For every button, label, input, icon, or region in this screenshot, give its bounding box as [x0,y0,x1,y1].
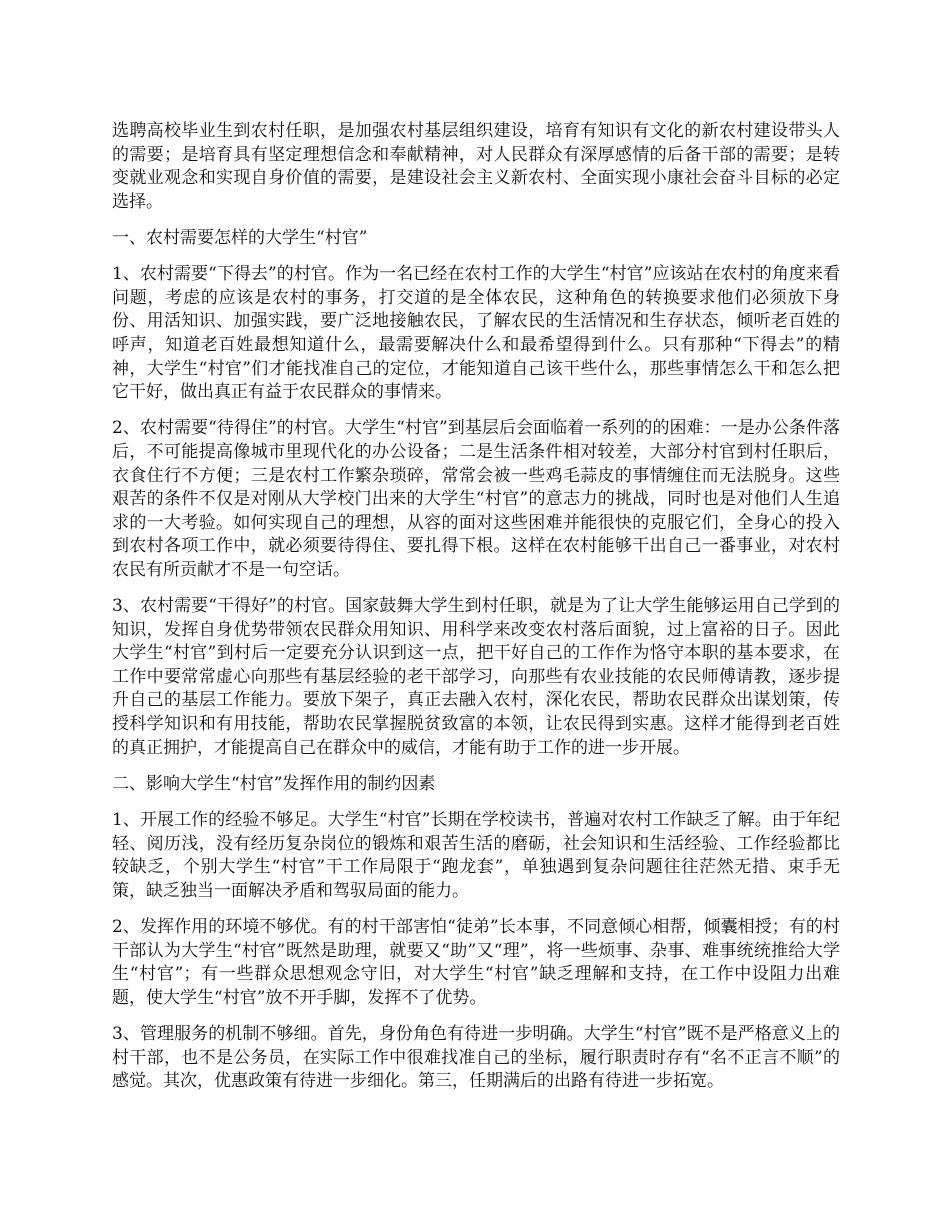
section-heading-1: 一、农村需要怎样的大学生“村官” [112,227,368,248]
document-body [112,120,840,1106]
paragraph-2-1: 1、开展工作的经验不够足。大学生“村官”长期在学校读书，普遍对农村工作缺乏了解。由于年纪轻、阅历浅，没有经历复杂岗位的锻炼和艰苦生活的磨砺，社会知识和生活经验、工作经验都比较缺乏，个别大学生“村官”干工作局限于“跑龙套”，单独遇到复杂问题往往茫然无措、束手无策，缺乏独当一面解决矛盾和驾驭局面的能力。 [112,810,840,901]
paragraph-2-2: 2、发挥作用的环境不够优。有的村干部害怕“徒弟”长本事，不同意倾心相帮，倾囊相授；有的村干部认为大学生“村官”既然是助理，就要又“助”又“理”，将一些烦事、杂事、难事统统推给大学生“村官”；有一些群众思想观念守旧，对大学生“村官”缺乏理解和支持，在工作中设阻力出难题，使大学生“村官”放不开手脚，发挥不了优势。 [112,916,840,1008]
paragraph-1-2: 2、农村需要“待得住”的村官。大学生“村官”到基层后会面临着一系列的的困难：一是办公条件落后，不可能提高像城市里现代化的办公设备；二是生活条件相对较差，大部分村官到村任职后，衣食住行不方便；三是农村工作繁杂琐碎，常常会被一些鸡毛蒜皮的事情缠住而无法脱身。这些艰苦的条件不仅是对刚从大学校门出来的大学生“村官”的意志力的挑战，同时也是对他们人生追求的一大考验。如何实现自己的理想，从容的面对这些困难并能很快的克服它们，全身心的投入到农村各项工作中，就必须要待得住、要扎得下根。这样在农村能够干出自己一番事业，对农村农民有所贡献才不是一句空话。 [112,418,840,580]
paragraph-2-3: 3、管理服务的机制不够细。首先，身份角色有待进一步明确。大学生“村官”既不是严格意义上的村干部，也不是公务员，在实际工作中很难找准自己的坐标，履行职责时存有“名不正言不顺”的感觉。其次，优惠政策有待进一步细化。第三，任期满后的出路有待进一步拓宽。 [112,1023,840,1092]
intro-paragraph: 选聘高校毕业生到农村任职，是加强农村基层组织建设，培育有知识有文化的新农村建设带头人的需要；是培育具有坚定理想信念和奉献精神，对人民群众有深厚感情的后备干部的需要；是转变就业观念和实现自身价值的需要，是建设社会主义新农村、全面实现小康社会奋斗目标的必定选择。 [112,121,840,212]
paragraph-1-1: 1、农村需要“下得去”的村官。作为一名已经在农村工作的大学生“村官”应该站在农村的角度来看问题，考虑的应该是农村的事务，打交道的是全体农民，这种角色的转换要求他们必须放下身份、用活知识、加强实践，要广泛地接触农民，了解农民的生活情况和生存状态，倾听老百姓的呼声，知道老百姓最想知道什么，最需要解决什么和最希望得到什么。只有那种“下得去”的精神，大学生“村官”们才能找准自己的定位，才能知道自己该干些什么，那些事情怎么干和怎么把它干好，做出真正有益于农民群众的事情来。 [112,264,840,403]
paragraph-1-3: 3、农村需要“干得好”的村官。国家鼓舞大学生到村任职，就是为了让大学生能够运用自己学到的知识，发挥自身优势带领农民群众用知识、用科学来改变农村落后面貌，过上富裕的日子。因此大学生“村官”到村后一定要充分认识到这一点，把干好自己的工作作为恪守本职的基本要求，在工作中要常常虚心向那些有基层经验的老干部学习，向那些有农业技能的农民师傅请教，逐步提升自己的基层工作能力。要放下架子，真正去融入农村，深化农民，帮助农民群众出谋划策，传授科学知识和有用技能，帮助农民掌握脱贫致富的本领，让农民得到实惠。这样才能得到老百姓的真正拥护，才能提高自己在群众中的威信，才能有助于工作的进一步开展。 [112,596,840,758]
section-heading-2: 二、影响大学生“村官”发挥作用的制约因素 [112,773,436,794]
